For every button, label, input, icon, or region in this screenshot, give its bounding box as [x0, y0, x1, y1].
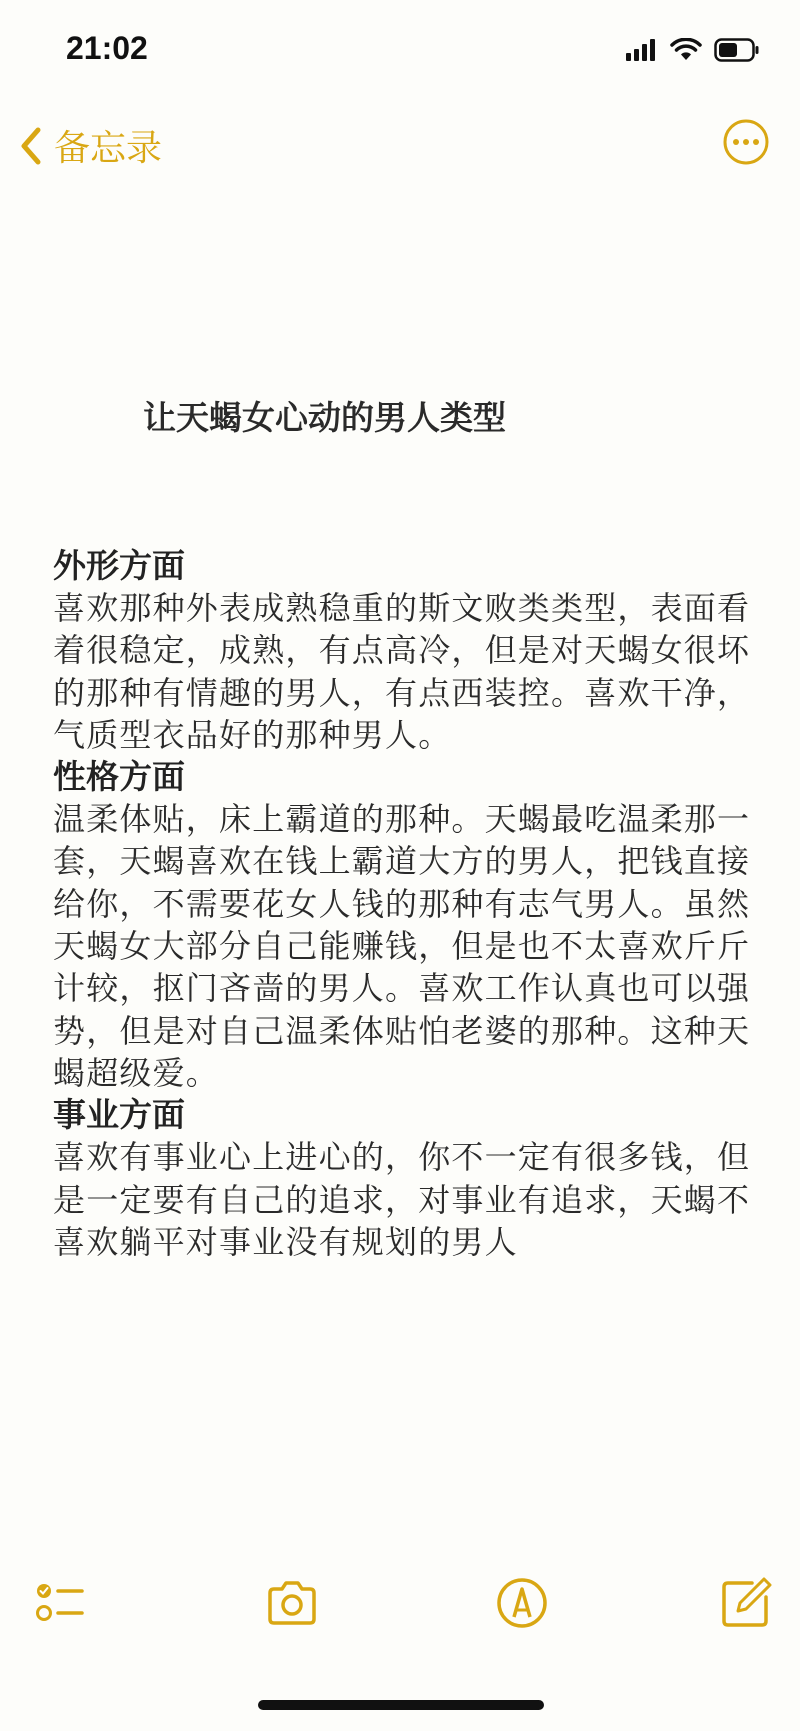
camera-icon[interactable]: [264, 1575, 320, 1631]
compose-icon[interactable]: [718, 1575, 774, 1631]
back-button[interactable]: [16, 120, 162, 171]
note-body[interactable]: [53, 545, 753, 1263]
section-text: 喜欢那种外表成熟稳重的斯文败类类型，表面看着很稳定，成熟，有点高冷，但是对天蝎女很坏的那种有情趣的男人，有点西装控。喜欢干净，气质型衣品好的那种男人。: [53, 589, 751, 754]
checklist-icon[interactable]: [34, 1575, 90, 1631]
status-time: 21:02: [66, 30, 148, 66]
section-heading: 外形方面: [53, 546, 185, 585]
note-title[interactable]: 让天蝎女心动的男人类型: [143, 398, 506, 437]
bottom-toolbar: [0, 1575, 800, 1655]
nav-bar: [0, 110, 800, 180]
back-label: 备忘录: [54, 128, 163, 169]
section-heading: 性格方面: [53, 757, 185, 797]
home-indicator[interactable]: [258, 1700, 544, 1710]
note-title-area: [53, 395, 753, 441]
section-text: 喜欢有事业心上进心的，你不一定有很多钱，但是一定要有自己的追求，对事业有追求，天蝎不喜欢躺平对事业没有规划的男人: [53, 1138, 751, 1261]
section-heading: 事业方面: [53, 1095, 185, 1135]
wifi-icon: [670, 38, 702, 62]
section-text: 温柔体贴，床上霸道的那种。天蝎最吃温柔那一套，天蝎喜欢在钱上霸道大方的男人，把钱直接给你，不需要花女人钱的那种有志气男人。虽然天蝎女大部分自己能赚钱，但是也不太喜欢斤斤计较，抠门吝啬的男人。喜欢工作认真也可以强势，但是对自己温柔体贴怕老婆的那种。这种天蝎超级爱。: [53, 800, 751, 1092]
status-icons: [626, 38, 760, 62]
battery-icon: [714, 38, 760, 62]
markup-icon[interactable]: [494, 1575, 550, 1631]
cellular-signal-icon: [626, 39, 658, 61]
status-bar: [0, 0, 800, 100]
chevron-left-icon: [16, 124, 46, 168]
more-circle-icon[interactable]: [722, 118, 770, 166]
